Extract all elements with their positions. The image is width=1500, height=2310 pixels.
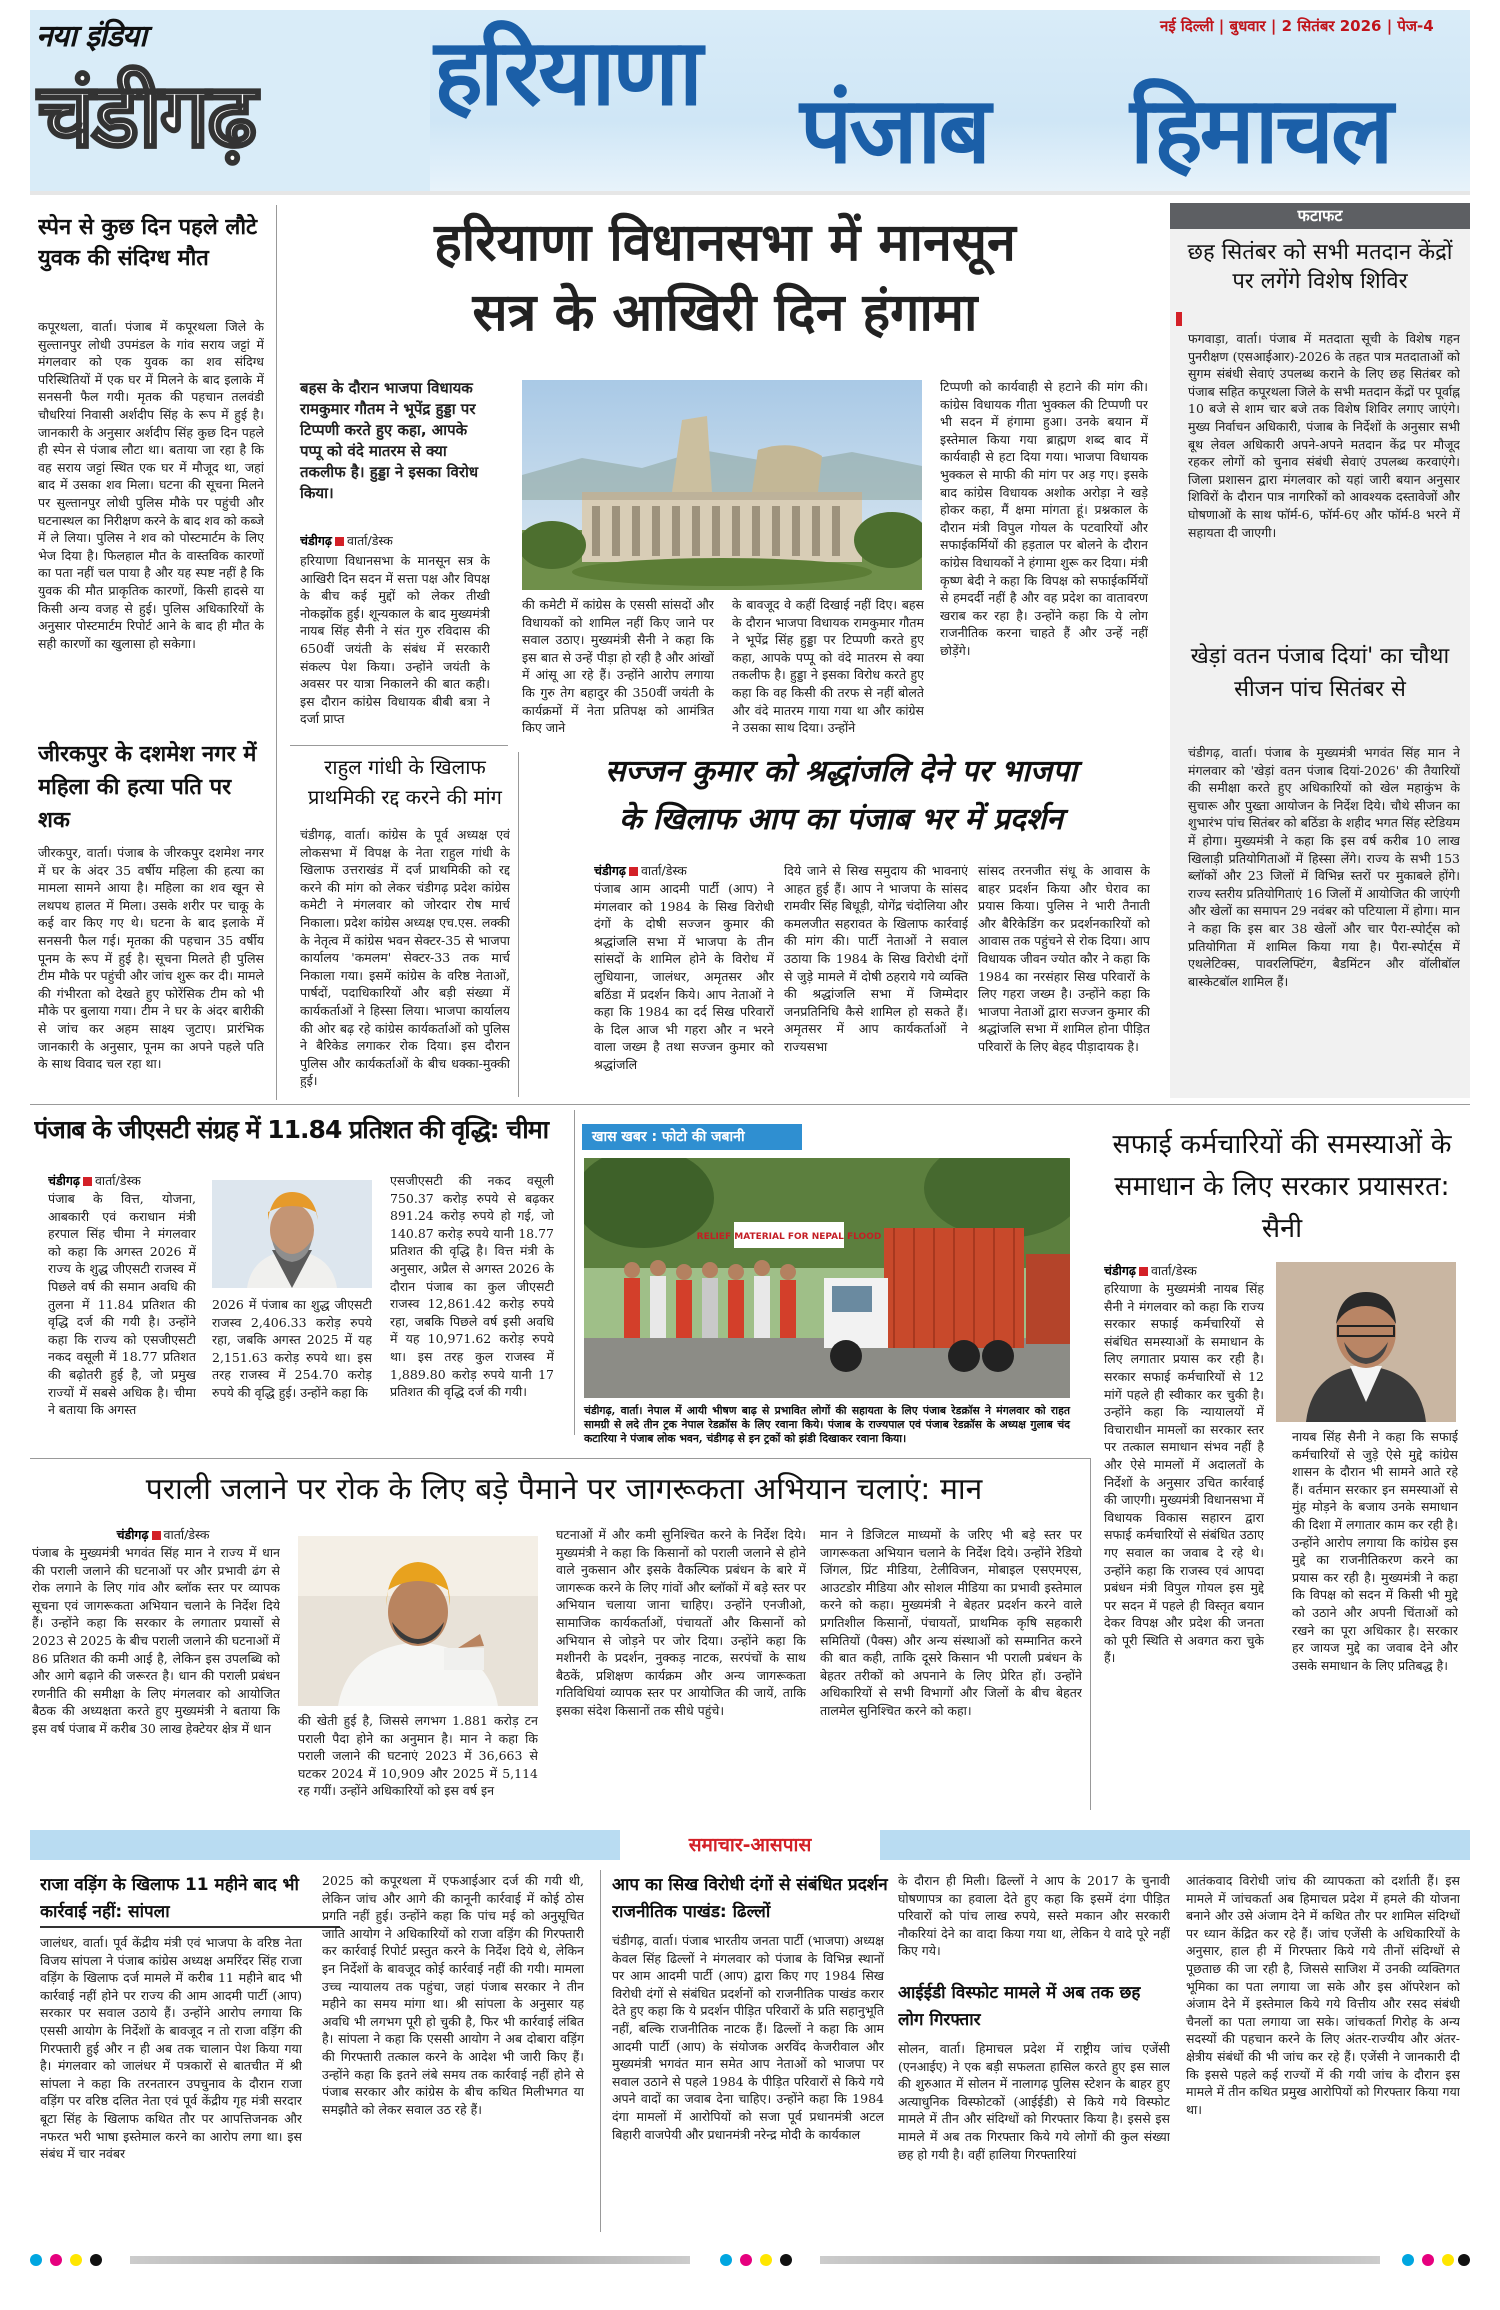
lead-byline bbox=[300, 532, 490, 552]
divider-gst bbox=[574, 1110, 575, 1435]
headline-gst: पंजाब के जीएसटी संग्रह में 11.84 प्रतिशत की वृद्धि: चीमा bbox=[34, 1115, 549, 1144]
reg-black-dot-2 bbox=[780, 2254, 792, 2266]
safai-byline bbox=[1104, 1262, 1294, 1280]
aap-col2: के दौरान ही मिली। ढिल्लों ने आप के 2017 के चुनावी घोषणापत्र का हवाला देते हुए कहा कि इसमें दंगा पीड़ित परिवारों को पांच लाख रुपये, सस्ते मकान और सरकारी नौकरियां देने का वादा किया गया था, लेकिन ये वादे पूरे नहीं किए गये। bbox=[898, 1873, 1170, 1959]
reg-yellow-dot-3 bbox=[1442, 2254, 1454, 2266]
ied-body: सोलन, वार्ता। हिमाचल प्रदेश में राष्ट्रीय जांच एजेंसी (एनआईए) ने एक बड़ी सफलता हासिल करते हुए इस साल की शुरुआत में सोलन में नालागढ़ पुलिस स्टेशन के बाहर हुए अत्याधुनिक विस्फोटकों (आईईडी) से किये गये विस्फोट मामले में तीन और संदिग्धों को गिरफ्तार किया है। इससे इस मामले में अब तक गिरफ्तार किये गये लोगों की कुल संख्या छह हो गयी है। वहीं हालिया गिरफ्तारियां bbox=[898, 2041, 1170, 2162]
khas-khabar-caption: चंडीगढ़, वार्ता। नेपाल में आयी भीषण बाढ़ से प्रभावित लोगों की सहायता के लिए पंजाब रेडक्रॉस ने मंगलवार को राहत सामग्री से लदे तीन ट्रक नेपाल रेडक्रॉस के लिए रवाना किये। पंजाब के राज्यपाल एवं पंजाब रेडक्रॉस के अध्यक्ष गुलाब चंद कटारिया ने पंजाब लोक भवन, चंडीगढ़ से इन ट्रकों को झंडी दिखाकर रवाना किया। bbox=[584, 1404, 1070, 1445]
divider-parali bbox=[1090, 1458, 1091, 1810]
parali-desk: वार्ता/डेस्क bbox=[163, 1527, 210, 1542]
headline-khedan-watan: खेड़ां वतन पंजाब दियां' का चौथा सीजन पांच सितंबर से bbox=[1190, 644, 1450, 702]
cheema-photo bbox=[212, 1180, 372, 1288]
reg-black-dot bbox=[90, 2254, 102, 2266]
reg-bar-right bbox=[820, 2256, 1380, 2264]
assembly-building-photo bbox=[522, 380, 922, 590]
reg-cyan-dot bbox=[30, 2254, 42, 2266]
lead-col2: की कमेटी में कांग्रेस के एससी सांसदों और विधायकों को शामिल नहीं किए जाने पर सवाल उठाए। मुख्यमंत्री सैनी ने कहा कि इस बात से उन्हें पीड़ा हो रही है और आंखों में आंसू आ रहे हैं। उन्होंने आरोप लगाया कि गुरु तेग बहादुर की 350वीं जयंती के कार्यक्रमों में नेता प्रतिपक्ष को आमंत्रित किए जाने bbox=[522, 597, 714, 736]
sajjan-byline bbox=[594, 862, 774, 880]
region-punjab: पंजाब bbox=[800, 77, 988, 184]
divider-mid2 bbox=[30, 1458, 1090, 1459]
headline-aap-protest: आप का सिख विरोधी दंगों से संबंधित प्रदर्शन राजनीतिक पाखंड: ढिल्लों bbox=[612, 1875, 888, 1922]
lead-col1: हरियाणा विधानसभा के मानसून सत्र के आखिरी दिन सदन में सत्ता पक्ष और विपक्ष के बीच कई मुद्दों को लेकर तीखी नोकझोंक हुई। शून्यकाल के बाद मुख्यमंत्री नायब सिंह सैनी ने संत गुरु रविदास की 650वीं जयंती के संबंध में सरकारी संकल्प पेश किया। उन्होंने जयंती के अवसर पर यात्रा निकालने की बात कही। इस दौरान कांग्रेस विधायक बीबी बत्रा ने दर्जा प्राप्त bbox=[300, 553, 490, 727]
gst-byline bbox=[48, 1172, 198, 1190]
gst-col1: पंजाब के वित्त, योजना, आबकारी एवं कराधान मंत्री हरपाल सिंह चीमा ने मंगलवार को कहा कि अगस्त 2026 में राज्य के शुद्ध जीएसटी राजस्व में पिछले वर्ष की समान अवधि की तुलना में 11.84 प्रतिशत की वृद्धि दर्ज की गयी है। उन्होंने कहा कि राज्य को एसजीएसटी नकद वसूली में 18.77 प्रतिशत की बढ़ोतरी हुई है, जो प्रमुख राज्यों में सबसे अधिक है। चीमा ने बताया कि अगस्त bbox=[48, 1191, 196, 1418]
city-name: चंडीगढ़ bbox=[38, 64, 255, 167]
reg-magenta-dot-2 bbox=[740, 2254, 752, 2266]
story-rahul-body: चंडीगढ़, वार्ता। कांग्रेस के पूर्व अध्यक्ष एवं लोकसभा में विपक्ष के नेता राहुल गांधी के खिलाफ उत्तराखंड में दर्ज प्राथमिकी को रद्द करने की मांग को लेकर चंडीगढ़ प्रदेश कांग्रेस कमेटी ने मंगलवार को जोरदार रोष मार्च निकाला। प्रदेश कांग्रेस अध्यक्ष एच.एस. लक्की के नेतृत्व में कांग्रेस भवन सेक्टर-35 से भाजपा कार्यालय 'कमलम' सेक्टर-33 तक मार्च निकाला गया। इसमें कांग्रेस के वरिष्ठ नेताओं, पार्षदों, पदाधिकारियों और बड़ी संख्या में कार्यकर्ताओं ने हिस्सा लिया। भाजपा कार्यालय की ओर बढ़ रहे कांग्रेस कार्यकर्ताओं को पुलिस ने बैरिकेड लगाकर रोक दिया। इस दौरान पुलिस और कार्यकर्ताओं के बीच धक्का-मुक्की हुई। bbox=[300, 827, 510, 1088]
sajjan-desk: वार्ता/डेस्क bbox=[640, 863, 687, 878]
sajjan-col1: पंजाब आम आदमी पार्टी (आप) ने मंगलवार को 1984 के सिख विरोधी दंगों के दोषी सज्जन कुमार की श्रद्धांजलि सभा में भाजपा के तीन सांसदों के शामिल होने के विरोध में लुधियाना, जालंधर, अमृतसर और बठिंडा में प्रदर्शन किये। आप नेताओं ने कहा कि 1984 का दर्द सिख परिवारों के दिल आज भी गहरा और न भरने वाला जख्म है तथा सज्जन कुमार को श्रद्धांजलि bbox=[594, 881, 774, 1072]
wadding-underline bbox=[40, 1926, 340, 1928]
headline-zirakpur-murder: जीरकपुर के दशमेश नगर में महिला की हत्या पति पर शक bbox=[38, 742, 257, 833]
headline-safai: सफाई कर्मचारियों की समस्याओं के समाधान के लिए सरकार प्रयासरत: सैनी bbox=[1112, 1129, 1452, 1244]
bottom-col4: आतंकवाद विरोधी जांच की व्यापकता को दर्शाती हैं। इस मामले में जांचकर्ता अब हिमाचल प्रदेश में हमले की योजना बनाने और उसे अंजाम देने में कथित तौर पर शामिल संदिग्धों पर ध्यान केंद्रित कर रहे हैं। जांच एजेंसी के अधिकारियों के अनुसार, हाल ही में गिरफ्तार किये गये तीनों संदिग्धों से पूछताछ की जा रही है, जिससे साजिश में उनकी व्यक्तिगत भूमिका का पता लगाया जा सके और इस ऑपरेशन को अंजाम देने में इस्तेमाल किये गये वित्तीय और रसद संबंधी चैनलों का पता लगाया जा सके। जांचकर्ता गिरोह के अन्य सदस्यों की पहचान करने के लिए अंतर-राज्यीय और अंतर-क्षेत्रीय संबंधों की भी जांच कर रहे हैं। एजेंसी ने जानकारी दी कि इससे पहले कई राज्यों में की गयी जांच के दौरान इस मामले में तीन कथित प्रमुख आरोपियों को गिरफ्तार किया गया था। bbox=[1186, 1873, 1460, 2117]
lead-col3: के बावजूद वे कहीं दिखाई नहीं दिए। बहस के दौरान भाजपा विधायक रामकुमार गौतम ने भूपेंद्र सिंह हुड्डा पर टिप्पणी करते हुए कहा, आपके पप्पू को वंदे मातरम से क्या तकलीफ है। हुड्डा ने इसका विरोध करते हुए कहा कि वह किसी की तरफ से नहीं बोलते और वंदे मातरम गाया गया था और कांग्रेस ने उसका साथ दिया। उन्होंने bbox=[732, 597, 924, 736]
reg-yellow-dot-2 bbox=[760, 2254, 772, 2266]
parali-dateline: चंडीगढ़ bbox=[116, 1527, 149, 1542]
lead-col4: टिप्पणी को कार्यवाही से हटाने की मांग की। कांग्रेस विधायक गीता भुक्कल की टिप्पणी पर भी सदन में हंगामा हुआ। उनके बयान में इस्तेमाल किया गया ब्राह्मण शब्द बाद में कार्यवाही से हटा दिया गया। भाजपा विधायक भुक्कल से माफी की मांग पर अड़ गए। इसके बाद कांग्रेस विधायक अशोक अरोड़ा ने खड़े होकर कहा, मैं क्षमा मांगता हूं। प्रश्नकाल के दौरान मंत्री विपुल गोयल के पटवारियों और सफाईकर्मियों की हड़ताल पर बोलने के दौरान कांग्रेस विधायकों ने हंगामा शुरू कर दिया। मंत्री कृष्ण बेदी ने कहा कि विपक्ष को सफाईकर्मियों से हमदर्दी नहीं है और वह प्रदेश का वातावरण खराब कर रहा है। उन्होंने कहा कि ये लोग राजनीतिक करना चाहते हैं और उन्हें नहीं छोड़ेंगे। bbox=[940, 379, 1148, 658]
registration-strip bbox=[30, 2250, 1470, 2270]
gst-desk: वार्ता/डेस्क bbox=[94, 1173, 141, 1188]
divider-mid1 bbox=[30, 1104, 1470, 1105]
safai-dateline: चंडीगढ़ bbox=[1104, 1263, 1136, 1278]
aap-col1: चंडीगढ़, वार्ता। पंजाब भारतीय जनता पार्टी (भाजपा) अध्यक्ष केवल सिंह ढिल्लों ने मंगलवार को पंजाब के विभिन्न स्थानों पर आम आदमी पार्टी (आप) द्वारा किए गए 1984 सिख विरोधी दंगों से संबंधित प्रदर्शनों को राजनीतिक पाखंड करार देते हुए कहा कि ये प्रदर्शन पीड़ित परिवारों के प्रति सहानुभूति नहीं, बल्कि राजनीतिक नाटक हैं। ढिल्लों ने कहा कि आम आदमी पार्टी (आप) के संयोजक अरविंद केजरीवाल और मुख्यमंत्री भगवंत मान समेत आप नेताओं को भाजपा पर सवाल उठाने से पहले 1984 के पीड़ित परिवारों से किये गये अपने वादों का जवाब देना चाहिए। उन्होंने कहा कि 1984 दंगा मामलों में आरोपियों को सजा पूर्व प्रधानमंत्री अटल बिहारी वाजपेयी और प्रधानमंत्री नरेन्द्र मोदी के कार्यकाल bbox=[612, 1933, 884, 2142]
lead-dateline: चंडीगढ़ bbox=[300, 533, 332, 548]
brand-name: नया इंडिया bbox=[36, 19, 146, 54]
sajjan-dateline: चंडीगढ़ bbox=[594, 863, 626, 878]
truck-banner-text: RELIEF MATERIAL FOR NEPAL FLOOD bbox=[696, 1232, 882, 1242]
story-zirakpur-body: जीरकपुर, वार्ता। पंजाब के जीरकपुर दशमेश नगर में घर के अंदर 35 वर्षीय महिला की हत्या का मामला सामने आया है। महिला का शव खून से लथपथ हालत में मिला। उसके शरीर पर चाकू के कई वार किए गए थे। घटना के बाद इलाके में सनसनी फैल गई। मृतका की पहचान 35 वर्षीय पूनम के रूप में हुई है। सूचना मिलते ही पुलिस टीम मौके पर पहुंची और जांच शुरू कर दी। मामले की गंभीरता को देखते हुए फोरेंसिक टीम को भी मौके पर बुलाया गया। टीम ने घर के अंदर बारीकी से जांच कर अहम साक्ष्य जुटाए। प्रारंभिक जानकारी के अनुसार, पूनम का अपने पहले पति के साथ विवाद चल रहा था। bbox=[38, 845, 264, 1072]
divider-rahul bbox=[518, 752, 519, 1097]
redcross-trucks-photo bbox=[584, 1158, 1070, 1398]
safai-desk: वार्ता/डेस्क bbox=[1150, 1263, 1197, 1278]
dateline-bar: नई दिल्ली | बुधवार | 2 सितंबर 2026 | पेज-4 bbox=[1160, 17, 1434, 35]
headline-voter-camps: छह सितंबर को सभी मतदान केंद्रों पर लगेंगे विशेष शिविर bbox=[1187, 240, 1453, 294]
region-himachal: हिमाचल bbox=[1130, 77, 1391, 184]
region-haryana: हरियाणा bbox=[434, 19, 700, 126]
story-khedan-body: चंडीगढ़, वार्ता। पंजाब के मुख्यमंत्री भगवंत सिंह मान ने मंगलवार को 'खेड़ां वतन पंजाब दियां-2026' की तैयारियों की समीक्षा करते हुए अधिकारियों को खेल महाकुंभ के सुचारू और पुख्ता आयोजन के निर्देश दिये। चौथे सीजन का शुभारंभ पांच सितंबर को बठिंडा के शहीद भगत सिंह स्टेडियम में होगा। मुख्यमंत्री ने कहा कि इस वर्ष करीब 10 लाख खिलाड़ी प्रतियोगिताओं में हिस्सा लेंगे। राज्य के सभी 153 ब्लॉकों और 23 जिलों में विभिन्न स्तरों पर मुकाबले होंगे। राज्य स्तरीय प्रतियोगिताएं 16 जिलों में आयोजित की जाएंगी और खेलों का समापन 29 नवंबर को पटियाला में होगा। मान ने कहा कि इस बार 38 खेलों और चार पैरा-स्पोर्ट्स को प्रतियोगिता में शामिल किया गया है। पैरा-स्पोर्ट्स में एथलेटिक्स, पावरलिफ्टिंग, बैडमिंटन और वॉलीबॉल बास्केटबॉल शामिल हैं। bbox=[1188, 745, 1460, 989]
divider-left bbox=[276, 205, 277, 1100]
lead-pullquote: बहस के दौरान भाजपा विधायक रामकुमार गौतम ने भूपेंद्र हुड्डा पर टिप्पणी करते हुए कहा, आपके पप्पू को वंदे मातरम से क्या तकलीफ है। हुड्डा ने इसका विरोध किया। bbox=[300, 379, 479, 502]
reg-magenta-dot-3 bbox=[1422, 2254, 1434, 2266]
lead-headline-line2: सत्र के आखिरी दिन हंगामा bbox=[472, 283, 978, 343]
parali-col1a: पंजाब के मुख्यमंत्री भगवंत सिंह मान ने राज्य में धान की पराली जलाने की घटनाओं पर और प्रभावी ढंग से रोक लगाने के लिए गांव और ब्लॉक स्तर पर व्यापक सूचना एवं जागरूकता अभियान चलाने के निर्देश दिये हैं। उन्होंने कहा कि सरकार के लगातार प्रयासों से 2023 से 2025 के बीच पराली जलाने की घटनाओं में 86 प्रतिशत की कमी आई है, लेकिन इस उपलब्धि को और आगे बढ़ाने की जरूरत है। धान की पराली प्रबंधन रणनीति की समीक्षा के लिए मंगलवार को आयोजित बैठक की अध्यक्षता करते हुए मुख्यमंत्री ने बताया कि इस वर्ष पंजाब में करीब 30 लाख हेक्टेयर क्षेत्र में धान bbox=[32, 1545, 280, 1736]
gst-col2: 2026 में पंजाब का शुद्ध जीएसटी राजस्व 2,406.33 करोड़ रुपये रहा, जबकि अगस्त 2025 में यह 2,151.63 करोड़ रुपये था। इस तरह राजस्व में 254.70 करोड़ रुपये की वृद्धि हुई। उन्होंने कहा कि bbox=[212, 1297, 372, 1400]
wadding-col1: जालंधर, वार्ता। पूर्व केंद्रीय मंत्री एवं भाजपा के वरिष्ठ नेता विजय सांपला ने पंजाब कांग्रेस अध्यक्ष अमरिंदर सिंह राजा वड़िंग के खिलाफ दर्ज मामले में करीब 11 महीने बाद भी कार्रवाई नहीं होने पर राज्य की आम आदमी पार्टी (आप) सरकार पर सवाल उठाये हैं। उन्होंने आरोप लगाया कि एससी आयोग के निर्देशों के बावजूद न तो राजा वड़िंग की गिरफ्तारी हुई और न ही अब तक चालान पेश किया गया है। मंगलवार को जालंधर में पत्रकारों से बातचीत में श्री सांपला ने कहा कि तरनतारन उपचुनाव के दौरान राजा वड़िंग पर वरिष्ठ दलित नेता एवं पूर्व केंद्रीय गृह मंत्री सरदार बूटा सिंह के खिलाफ कथित तौर पर आपत्तिजनक और नफरत भरी भाषा इस्तेमाल करने का आरोप लगा था। इस संबंध में चार नवंबर bbox=[40, 1935, 302, 2162]
lead-desk: वार्ता/डेस्क bbox=[346, 533, 393, 548]
story-voter-camps-body: फगवाड़ा, वार्ता। पंजाब में मतदाता सूची के विशेष गहन पुनरीक्षण (एसआईआर)-2026 के तहत पात्र मतदाताओं को सुगम संबंधी सेवाएं उपलब्ध कराने के लिए छह सितंबर को पंजाब सहित कपूरथला जिले के सभी मतदान केंद्रों पर पूर्वाह्न 10 बजे से शाम चार बजे तक विशेष शिविर लगाए जाएंगे। मुख्य निर्वाचन अधिकारी, पंजाब के निर्देशों के अनुसार सभी बूथ लेवल अधिकारी अपने-अपने मतदान केंद्र पर मौजूद रहकर लोगों को चुनाव संबंधी सेवाएं उपलब्ध करवाएंगे। जिला प्रशासन द्वारा मंगलवार को यहां जारी बयान अनुसार शिविरों के दौरान पात्र नागरिकों को आवश्यक दस्तावेजों और घोषणाओं के साथ फॉर्म-6, फॉर्म-6ए और फॉर्म-8 भरने में सहायता दी जाएगी। bbox=[1188, 331, 1460, 540]
band-label: समाचार-आसपास bbox=[620, 1830, 880, 1860]
divider-bottom1 bbox=[600, 1870, 601, 2232]
reg-magenta-dot bbox=[50, 2254, 62, 2266]
headline-parali: पराली जलाने पर रोक के लिए बड़े पैमाने पर जागरूकता अभियान चलाएं: मान bbox=[145, 1472, 983, 1507]
headline-wadding: राजा वड़िंग के खिलाफ 11 महीने बाद भी कार्रवाई नहीं: सांपला bbox=[40, 1875, 299, 1922]
parali-col1b: की खेती हुई है, जिससे लगभग 1.881 करोड़ टन पराली पैदा होने का अनुमान है। मान ने कहा कि पराली जलाने की घटनाएं 2023 में 36,663 से घटकर 2024 में 10,909 और 2025 में 5,114 रह गयीं। उन्होंने अधिकारियों को इस वर्ष इन bbox=[298, 1713, 538, 1799]
parali-col3: मान ने डिजिटल माध्यमों के जरिए भी बड़े स्तर पर जागरूकता अभियान चलाने के निर्देश दिये। उन्होंने रेडियो जिंगल, प्रिंट मीडिया, टेलीविजन, मोबाइल एसएमएस, आउटडोर मीडिया और सोशल मीडिया का प्रभावी इस्तेमाल करने को कहा। मुख्यमंत्री ने बेहतर प्रदर्शन करने वाले प्रगतिशील किसानों, पंचायतों, प्राथमिक कृषि सहकारी समितियों (पैक्स) और अन्य संस्थाओं को सम्मानित करने की बात कही, ताकि दूसरे किसान भी पराली प्रबंधन के बेहतर तरीकों को अपनाने के लिए प्रेरित हों। उन्होंने अधिकारियों से सभी विभागों और जिलों के बीच बेहतर तालमेल सुनिश्चित करने को कहा। bbox=[820, 1527, 1082, 1718]
parali-col2: घटनाओं में और कमी सुनिश्चित करने के निर्देश दिये। मुख्यमंत्री ने कहा कि किसानों को पराली जलाने से होने वाले नुकसान और इसके वैकल्पिक प्रबंधन के बारे में जागरूक करने के लिए गांवों और ब्लॉकों में बड़े स्तर पर अभियान चलाया जाना चाहिए। उन्होंने एनजीओ, सामाजिक कार्यकर्ताओं, पंचायतों और किसानों को अभियान से जोड़ने पर जोर दिया। उन्होंने कहा कि मशीनरी के प्रदर्शन, नुक्कड़ नाटक, सरपंचों के साथ बैठकें, प्रशिक्षण कार्यक्रम और अन्य जागरूकता गतिविधियां व्यापक स्तर पर आयोजित की जायें, ताकि इसका संदेश किसानों तक सीधे पहुंचे। bbox=[556, 1527, 806, 1718]
headline-spain-youth: स्पेन से कुछ दिन पहले लौटे युवक की संदिग्ध मौत bbox=[38, 215, 258, 271]
story-spain-youth-body: कपूरथला, वार्ता। पंजाब में कपूरथला जिले के सुल्तानपुर लोधी उपमंडल के गांव सराय जट्टां में मंगलवार को एक युवक का शव संदिग्ध परिस्थितियों में एक घर में मिलने के बाद इलाके में सनसनी फैल गयी। मृतक की पहचान तलवंडी चौधरियां निवासी अर्शदीप सिंह के रूप में हुई है। जानकारी के अनुसार अर्शदीप सिंह कुछ दिन पहले ही स्पेन से पंजाब लौटा था। बताया जा रहा है कि वह सराय जट्टां स्थित एक घर में मौजूद था, जहां बाद में उसका शव मिला। घटना की सूचना मिलने पर सुल्तानपुर लोधी पुलिस मौके पर पहुंची और घटनास्थल का निरीक्षण करने के बाद शव को कब्जे में ले लिया। पुलिस ने शव को पोस्टमार्टम के लिए भेज दिया है। फिलहाल मौत के वास्तविक कारणों का पता नहीं चल पाया है और यह स्पष्ट नहीं है कि युवक की मौत प्राकृतिक कारणों, किसी हादसे या किसी अन्य वजह से हुई। पुलिस अधिकारियों के अनुसार पोस्टमार्टम रिपोर्ट आने के बाद ही मौत के सही कारणों का खुलासा हो सकेगा। bbox=[38, 319, 264, 651]
headline-sajjan-line2: के खिलाफ आप का पंजाब भर में प्रदर्शन bbox=[619, 802, 1063, 837]
divider-lead-bottom bbox=[290, 745, 508, 746]
sajjan-col2: दिये जाने से सिख समुदाय की भावनाएं आहत हुई हैं। आप ने भाजपा के सांसद रामवीर सिंह बिधूड़ी, योगेंद्र चंदोलिया और कमलजीत सहरावत के खिलाफ कार्रवाई की मांग की। पार्टी नेताओं ने सवाल उठाया कि 1984 के सिख विरोधी दंगों से जुड़े मामले में दोषी ठहराये गये व्यक्ति की श्रद्धांजलि सभा में जिम्मेदार जनप्रतिनिधि कैसे शामिल हो सकते हैं। अमृतसर में आप कार्यकर्ताओं ने राज्यसभा bbox=[784, 863, 968, 1054]
reg-bar-left bbox=[130, 2256, 690, 2264]
sajjan-col3: सांसद तरनजीत संधू के आवास के बाहर प्रदर्शन किया और घेराव का प्रयास किया। पुलिस ने भारी तैनाती और बैरिकेडिंग कर प्रदर्शनकारियों को आवास तक पहुंचने से रोक दिया। आप विधायक जीवन ज्योत कौर ने कहा कि 1984 का नरसंहार सिख परिवारों के लिए गहरा जख्म है। उन्होंने कहा कि भाजपा नेताओं द्वारा सज्जन कुमार की श्रद्धांजलि सभा में शामिल होना पीड़ित परिवारों के लिए बेहद पीड़ादायक है। bbox=[978, 863, 1150, 1054]
parali-byline bbox=[48, 1526, 278, 1544]
reg-cyan-dot-2 bbox=[720, 2254, 732, 2266]
khas-khabar-label: खास खबर : फोटो की जबानी bbox=[582, 1124, 802, 1150]
masthead bbox=[30, 10, 1470, 195]
saini-photo bbox=[1276, 1262, 1456, 1422]
reg-black-dot-3 bbox=[1458, 2254, 1470, 2266]
reg-cyan-dot-3 bbox=[1402, 2254, 1414, 2266]
fatafat-label: फटाफट bbox=[1170, 203, 1470, 229]
headline-ied-blast: आईईडी विस्फोट मामले में अब तक छह लोग गिरफ्तार bbox=[898, 1983, 1141, 2030]
reg-yellow-dot bbox=[70, 2254, 82, 2266]
lead-headline-line1: हरियाणा विधानसभा में मानसून bbox=[434, 213, 1016, 273]
bhagwant-mann-photo bbox=[298, 1536, 538, 1706]
safai-col1: हरियाणा के मुख्यमंत्री नायब सिंह सैनी ने मंगलवार को कहा कि राज्य सरकार सफाई कर्मचारियों से संबंधित समस्याओं के समाधान के लिए लगातार प्रयास कर रही है। सरकार सफाई कर्मचारियों से 12 मांगें पहले ही स्वीकार कर चुकी है। उन्होंने कहा कि न्यायालयों में विचाराधीन मामलों का सरकार स्तर पर तत्काल समाधान संभव नहीं है और ऐसे मामलों में अदालतों के निर्देशों के अनुसार उचित कार्रवाई की जाएगी। मुख्यमंत्री विधानसभा में विधायक विकास सहारन द्वारा सफाई कर्मचारियों से संबंधित उठाए गए सवाल का जवाब दे रहे थे। उन्होंने कहा कि राजस्व एवं आपदा प्रबंधन मंत्री विपुल गोयल इस मुद्दे पर सदन में पहले ही विस्तृत बयान देकर विपक्ष और प्रदेश की जनता को पूरी स्थिति से अवगत करा चुके हैं। bbox=[1104, 1281, 1264, 1666]
gst-col3: एसजीएसटी की नकद वसूली 750.37 करोड़ रुपये से बढ़कर 891.24 करोड़ रुपये हो गई, जो 140.87 करोड़ रुपये यानी 18.77 प्रतिशत की वृद्धि है। वित्त मंत्री के अनुसार, अप्रैल से अगस्त 2026 के दौरान पंजाब का कुल जीएसटी राजस्व 12,861.42 करोड़ रुपये रहा, जबकि पिछले वर्ष इसी अवधि में यह 10,971.62 करोड़ रुपये था। इस तरह कुल राजस्व में 1,889.80 करोड़ रुपये यानी 17 प्रतिशत की वृद्धि दर्ज की गयी। bbox=[390, 1173, 554, 1400]
headline-sajjan-line1: सज्जन कुमार को श्रद्धांजलि देने पर भाजपा bbox=[604, 754, 1077, 789]
wadding-col2: 2025 को कपूरथला में एफआईआर दर्ज की गयी थी, लेकिन जांच और आगे की कानूनी कार्रवाई में कोई ठोस प्रगति नहीं हुई। उन्होंने कहा कि पांच मई को अनुसूचित जाति आयोग ने अधिकारियों को राजा वड़िंग की गिरफ्तारी कर कार्रवाई रिपोर्ट प्रस्तुत करने के निर्देश दिये थे, लेकिन इन निर्देशों के बावजूद कोई कार्रवाई नहीं की गयी। मामला उच्च न्यायालय तक पहुंचा, जहां पंजाब सरकार ने तीन महीने का समय मांगा था। श्री सांपला के अनुसार यह अवधि भी लगभग पूरी हो चुकी है, फिर भी कार्रवाई लंबित है। सांपला ने कहा कि एससी आयोग ने अब दोबारा वड़िंग की गिरफ्तारी तत्काल करने के आदेश भी जारी किए हैं। उन्होंने कहा कि इतने लंबे समय तक कार्रवाई नहीं होने से पंजाब सरकार और कांग्रेस के बीच कथित मिलीभगत या समझौते को लेकर सवाल उठ रहे हैं। bbox=[322, 1873, 584, 2117]
safai-col2: नायब सिंह सैनी ने कहा कि सफाई कर्मचारियों से जुड़े ऐसे मुद्दे कांग्रेस शासन के दौरान भी सामने आते रहे हैं। वर्तमान सरकार इन समस्याओं से मुंह मोड़ने के बजाय उनके समाधान की दिशा में लगातार काम कर रही है। उन्होंने आरोप लगाया कि कांग्रेस इस मुद्दे का राजनीतिकरण करने का प्रयास कर रही है। मुख्यमंत्री ने कहा कि विपक्ष को सदन में किसी भी मुद्दे को उठाने और अपनी चिंताओं को रखने का पूरा अधिकार है। सरकार हर जायज मुद्दे का जवाब देने और उसके समाधान के लिए प्रतिबद्ध है। bbox=[1292, 1429, 1458, 1673]
gst-dateline: चंडीगढ़ bbox=[48, 1173, 80, 1188]
headline-rahul-fir: राहुल गांधी के खिलाफ प्राथमिकी रद्द करने की मांग bbox=[308, 755, 502, 809]
red-marker bbox=[1176, 312, 1182, 326]
